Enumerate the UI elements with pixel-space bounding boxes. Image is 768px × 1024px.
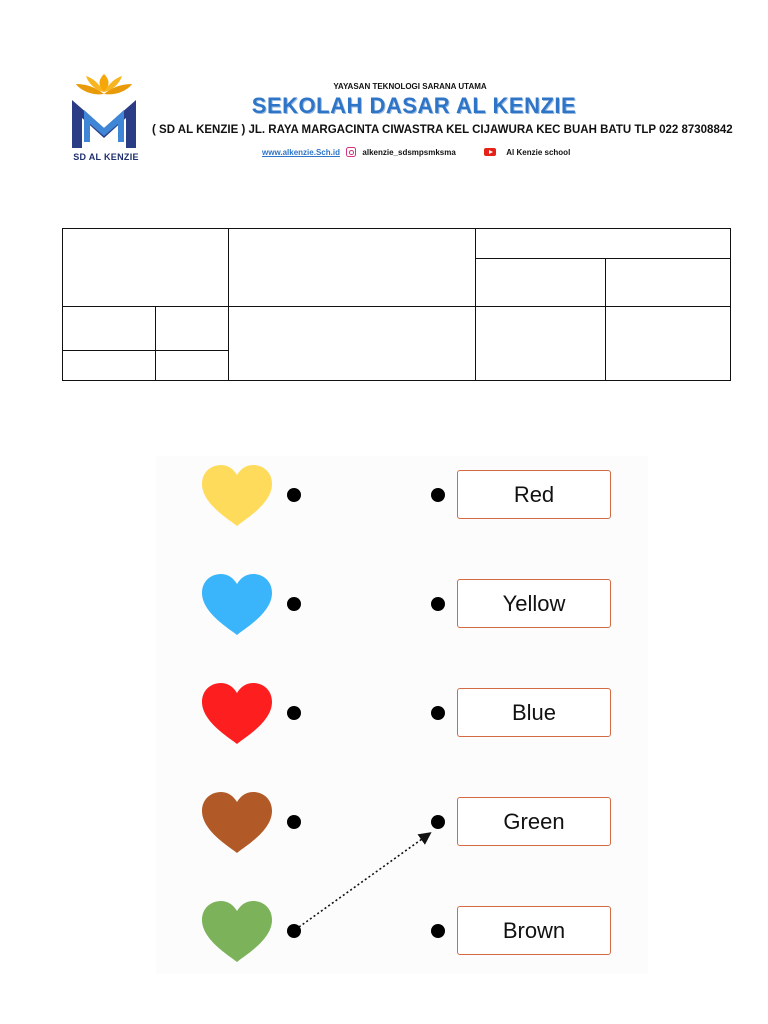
youtube-icon [484,148,496,156]
green-heart [200,900,274,964]
info-cell [476,259,606,307]
left-match-dot[interactable] [287,597,301,611]
info-cell [156,307,229,351]
color-word-box: Blue [457,688,611,737]
info-cell [476,307,606,381]
instagram-icon [346,147,356,157]
school-address: ( SD AL KENZIE ) JL. RAYA MARGACINTA CIWASTRA KEL CIJAWURA KEC BUAH BATU TLP 022 87308842 [152,124,733,136]
info-cell [229,229,476,307]
youtube-channel: Al Kenzie school [506,147,571,157]
left-match-dot[interactable] [287,706,301,720]
left-match-dot[interactable] [287,488,301,502]
color-word-box: Red [457,470,611,519]
right-match-dot[interactable] [431,597,445,611]
website-link[interactable]: www.alkenzie.Sch.id [262,147,340,157]
info-cell [606,259,731,307]
info-cell [63,229,229,307]
color-word-box: Green [457,797,611,846]
school-name: SEKOLAH DASAR AL KENZIE [251,93,577,118]
info-cell [156,351,229,381]
left-match-dot[interactable] [287,815,301,829]
red-heart [200,682,274,746]
right-match-dot[interactable] [431,924,445,938]
right-match-dot[interactable] [431,706,445,720]
logo-caption: SD AL KENZIE [73,152,139,162]
info-cell [606,307,731,381]
foundation-name: YAYASAN TEKNOLOGI SARANA UTAMA [333,82,487,91]
yellow-heart [200,464,274,528]
info-cell [229,307,476,381]
right-match-dot[interactable] [431,488,445,502]
left-match-dot[interactable] [287,924,301,938]
contact-line [262,147,570,161]
info-cell [63,351,156,381]
info-cell [63,307,156,351]
instagram-handle: alkenzie_sdsmpsmksma [362,147,456,157]
color-word-box: Yellow [457,579,611,628]
color-word-box: Brown [457,906,611,955]
right-match-dot[interactable] [431,815,445,829]
info-cell [476,229,731,259]
brown-heart [200,791,274,855]
blue-heart [200,573,274,637]
student-info-table [62,228,731,381]
